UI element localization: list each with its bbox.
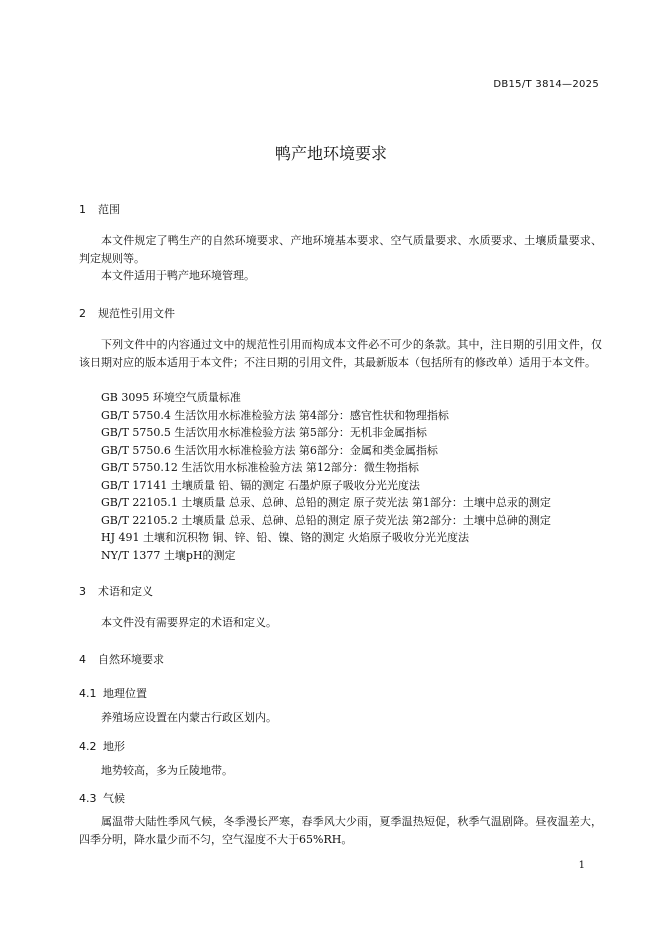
section-title: 术语和定义	[98, 585, 153, 598]
section-number: 3	[79, 585, 86, 598]
subsection-number: 4.1	[79, 687, 97, 700]
scope-paragraph-2: 本文件适用于鸭产地环境管理。	[101, 269, 255, 282]
section-title: 自然环境要求	[98, 653, 164, 666]
subsection-title: 地形	[103, 740, 125, 753]
climate-paragraph: 属温带大陆性季风气候，冬季漫长严寒，春季风大少雨，夏季温热短促，秋季气温剧降。昼夜温差大，四季分明，降水量少而不匀，空气湿度不大于65%RH。	[79, 815, 602, 846]
subsection-4-3-heading	[79, 790, 125, 806]
section-number: 2	[79, 307, 86, 320]
terms-paragraph: 本文件没有需要界定的术语和定义。	[101, 616, 277, 629]
section-3-heading	[79, 583, 153, 599]
page-number: 1	[578, 860, 585, 871]
subsection-title: 气候	[103, 792, 125, 805]
section-1-heading	[79, 201, 120, 217]
subsection-number: 4.3	[79, 792, 97, 805]
reference-item: GB/T 5750.12 生活饮用水标准检验方法 第12部分：微生物指标	[101, 461, 419, 474]
reference-item: GB/T 22105.2 土壤质量 总汞、总砷、总铅的测定 原子荧光法 第2部分：土壤中总砷的测定	[101, 514, 551, 527]
subsection-title: 地理位置	[103, 687, 147, 700]
reference-item: GB/T 5750.6 生活饮用水标准检验方法 第6部分：金属和类金属指标	[101, 444, 438, 457]
reference-item: GB/T 5750.5 生活饮用水标准检验方法 第5部分：无机非金属指标	[101, 426, 427, 439]
scope-paragraph-1: 本文件规定了鸭生产的自然环境要求、产地环境基本要求、空气质量要求、水质要求、土壤质量要求、判定规则等。	[79, 234, 602, 265]
section-title: 范围	[98, 203, 120, 216]
reference-item: GB 3095 环境空气质量标准	[101, 391, 241, 404]
normative-refs-intro: 下列文件中的内容通过文中的规范性引用而构成本文件必不可少的条款。其中，注日期的引用文件，仅该日期对应的版本适用于本文件；不注日期的引用文件，其最新版本（包括所有的修改单）适用于本文件。	[79, 338, 602, 369]
reference-item: NY/T 1377 土壤pH的测定	[101, 549, 236, 562]
reference-item: GB/T 17141 土壤质量 铅、镉的测定 石墨炉原子吸收分光光度法	[101, 479, 420, 492]
section-2-heading	[79, 305, 175, 321]
reference-item: GB/T 5750.4 生活饮用水标准检验方法 第4部分：感官性状和物理指标	[101, 409, 449, 422]
document-title: 鸭产地环境要求	[274, 144, 387, 163]
standard-code: DB15/T 3814—2025	[493, 79, 599, 90]
subsection-number: 4.2	[79, 740, 97, 753]
subsection-4-1-heading	[79, 685, 147, 701]
subsection-4-2-heading	[79, 738, 125, 754]
reference-item: GB/T 22105.1 土壤质量 总汞、总砷、总铅的测定 原子荧光法 第1部分：土壤中总汞的测定	[101, 496, 551, 509]
section-number: 1	[79, 203, 86, 216]
section-number: 4	[79, 653, 86, 666]
section-title: 规范性引用文件	[98, 307, 175, 320]
reference-item: HJ 491 土壤和沉积物 铜、锌、铅、镍、铬的测定 火焰原子吸收分光光度法	[101, 531, 469, 544]
terrain-paragraph: 地势较高，多为丘陵地带。	[101, 764, 233, 777]
location-paragraph: 养殖场应设置在内蒙古行政区划内。	[101, 711, 277, 724]
section-4-heading	[79, 651, 164, 667]
